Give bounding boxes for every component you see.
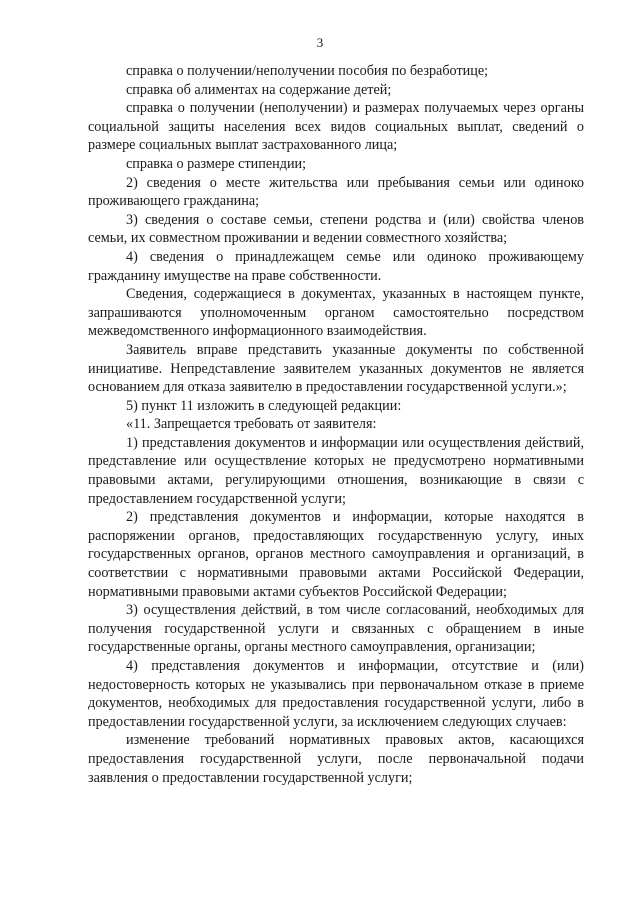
paragraph: 5) пункт 11 изложить в следующей редакции: xyxy=(126,397,402,414)
document-body xyxy=(88,62,584,787)
paragraph: 3) сведения о составе семьи, степени родства и (или) свойства членов семьи, их совместном проживании и ведении совместного хозяйства; xyxy=(88,211,584,247)
paragraph: 2) сведения о месте жительства или пребывания семьи или одиноко проживающего гражданина; xyxy=(88,174,584,210)
page-number: 3 xyxy=(316,35,324,50)
paragraph: справка о получении (неполучении) и размерах получаемых через органы социальной защиты населения всех видов социальных выплат, сведений о размере социальных выплат застрахованного лица; xyxy=(88,100,584,154)
paragraph: 1) представления документов и информации или осуществления действий, представление или осуществление которых не предусмотрено нормативными правовыми актами, регулирующими отношения, возникающие в связи с предоставлением государственной услуги; xyxy=(88,434,584,507)
paragraph: Заявитель вправе представить указанные документы по собственной инициативе. Непредставление заявителем указанных документов не является основанием для отказа заявителю в предоставлении государственной услуги.»; xyxy=(88,341,584,396)
paragraph: 3) осуществления действий, в том числе согласований, необходимых для получения государственной услуги и связанных с обращением в иные государственные органы, органы местного самоуправления, организации; xyxy=(88,602,584,656)
paragraph: 4) представления документов и информации, отсутствие и (или) недостоверность которых не указывались при первоначальном отказе в приеме документов, необходимых для предоставления государственной услуги, либо в предоставлении государственной услуги, за исключением следующих случаев: xyxy=(88,658,584,730)
paragraph: справка о получении/неполучении пособия по безработице; xyxy=(126,63,489,79)
paragraph: изменение требований нормативных правовых актов, касающихся предоставления государственной услуги, после первоначальной подачи заявления о предоставлении государственной услуги; xyxy=(88,732,584,786)
paragraph: справка об алиментах на содержание детей; xyxy=(126,81,392,98)
paragraph: 4) сведения о принадлежащем семье или одиноко проживающему гражданину имуществе на праве собственности. xyxy=(88,248,584,284)
paragraph: Сведения, содержащиеся в документах, указанных в настоящем пункте, запрашиваются уполномоченным органом самостоятельно посредством межведомственного информационного взаимодействия. xyxy=(88,286,584,340)
paragraph: «11. Запрещается требовать от заявителя: xyxy=(126,416,377,433)
paragraph: 2) представления документов и информации, которые находятся в распоряжении органов, предоставляющих государственную услугу, иных государственных органов, органов местного самоуправления и организаций, в соответствии с нормативными правовыми актами Российской Федерации, нормативными правовыми актами субъектов Российской Федерации; xyxy=(88,509,584,600)
paragraph: справка о размере стипендии; xyxy=(126,155,307,172)
